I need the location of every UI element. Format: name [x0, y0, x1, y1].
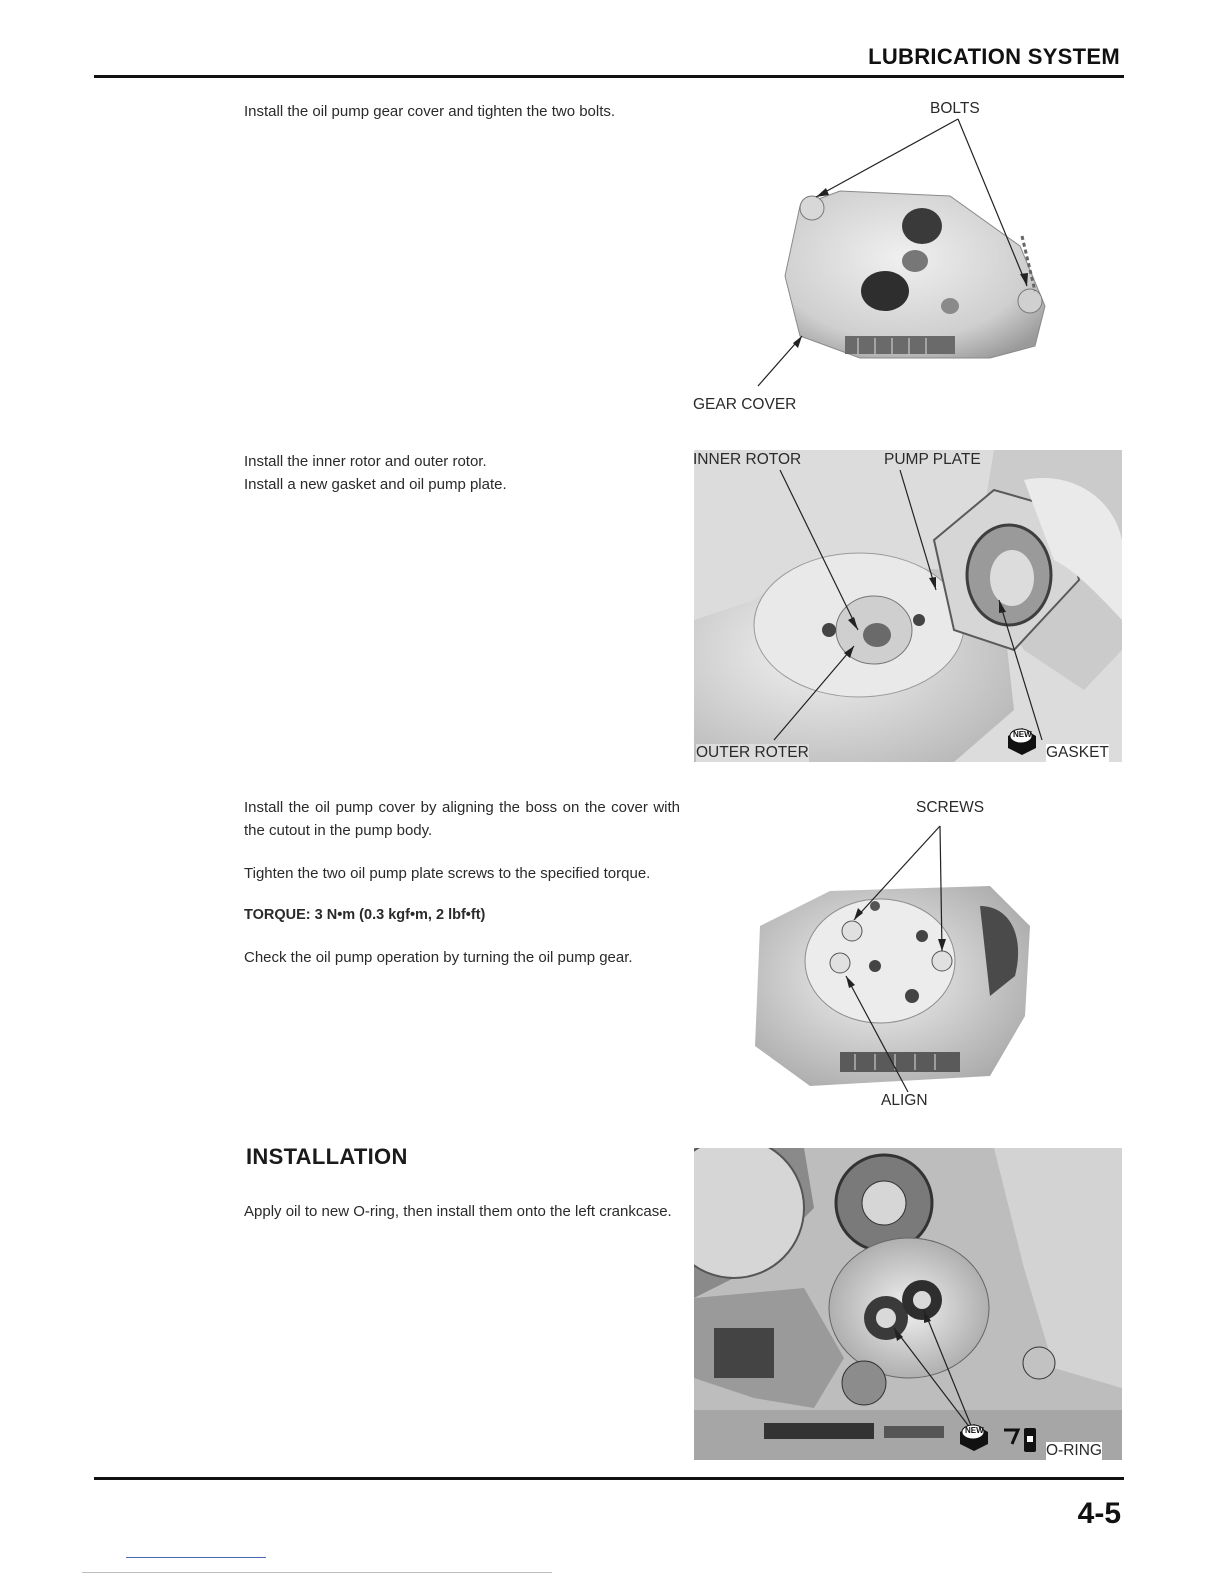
header-rule	[94, 75, 1124, 78]
label-screws: SCREWS	[916, 799, 985, 816]
step3-para1: Install the oil pump cover by aligning the boss on the cover with the cutout in the pump body.	[244, 799, 680, 839]
footer-rule	[94, 1477, 1124, 1480]
label-gasket: GASKET	[1046, 744, 1109, 761]
section-title: LUBRICATION SYSTEM	[868, 44, 1120, 69]
step3-para3: Check the oil pump operation by turning the oil pump gear.	[244, 949, 633, 966]
new-part-icon-2	[956, 1418, 992, 1452]
figure-rotors-plate	[690, 448, 1124, 766]
step-install-gear-cover	[244, 100, 680, 123]
rotors-photo	[694, 450, 1122, 762]
label-align: ALIGN	[881, 1092, 928, 1109]
new-badge-text: NEW	[1013, 730, 1032, 739]
installation-text-block	[244, 1200, 680, 1223]
step-install-pump-cover	[244, 796, 680, 969]
oil-apply-icon	[1002, 1422, 1042, 1454]
gear-cover-photo	[690, 96, 1124, 426]
label-gear-cover: GEAR COVER	[693, 396, 797, 413]
step1-text: Install the oil pump gear cover and tighten the two bolts.	[244, 103, 616, 120]
pump-cover-photo	[690, 796, 1124, 1116]
step2-line2: Install a new gasket and oil pump plate.	[244, 476, 507, 493]
figure-pump-cover	[690, 796, 1124, 1116]
label-inner-rotor: INNER ROTOR	[693, 451, 802, 468]
label-outer-roter: OUTER ROTER	[696, 744, 809, 761]
crankcase-photo	[694, 1148, 1122, 1460]
new-badge-text-2: NEW	[965, 1426, 984, 1435]
new-part-icon	[1004, 722, 1040, 756]
footer-link-line	[126, 1557, 266, 1558]
figure-gear-cover	[690, 96, 1124, 426]
step-install-rotors	[244, 450, 680, 496]
figure-o-rings	[690, 1146, 1124, 1464]
installation-heading: INSTALLATION	[246, 1144, 408, 1169]
footer-divider	[82, 1572, 552, 1573]
label-pump-plate: PUMP PLATE	[884, 451, 981, 468]
step2-line1: Install the inner rotor and outer rotor.	[244, 453, 487, 470]
label-bolts: BOLTS	[930, 100, 980, 117]
installation-text: Apply oil to new O-ring, then install them onto the left crankcase.	[244, 1203, 672, 1220]
page-number: 4-5	[1077, 1497, 1121, 1530]
torque-spec: TORQUE: 3 N•m (0.3 kgf•m, 2 lbf•ft)	[244, 907, 486, 923]
label-o-ring: O-RING	[1046, 1442, 1102, 1459]
step3-para2: Tighten the two oil pump plate screws to the specified torque.	[244, 865, 651, 882]
